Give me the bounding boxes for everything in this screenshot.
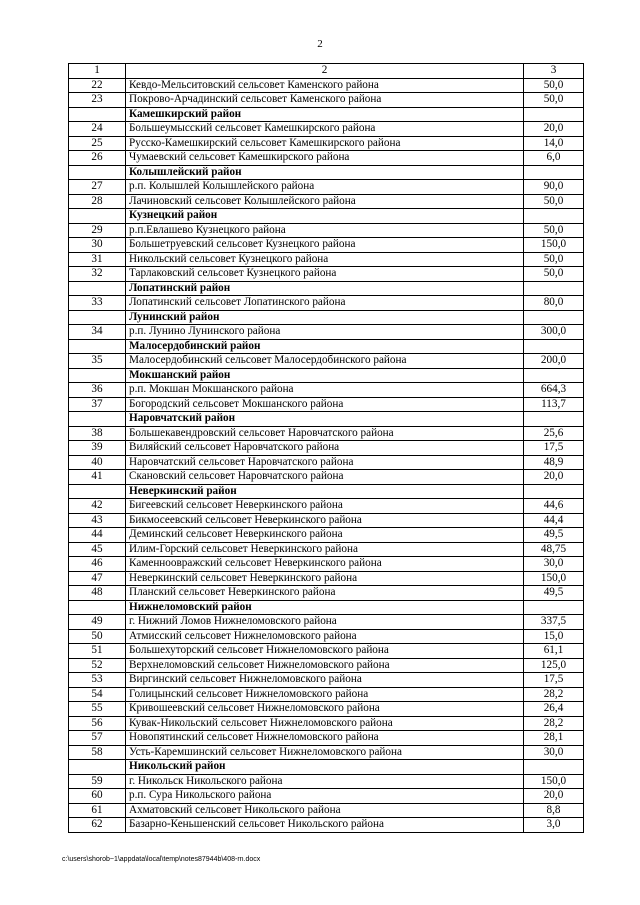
table-row [69,687,584,702]
amount-value: 20,0 [524,122,584,137]
municipality-name: Виргинский сельсовет Нижнеломовского района [126,673,524,688]
section-title: Лунинский район [126,310,524,325]
municipality-name: Бигеевский сельсовет Неверкинского района [126,499,524,514]
amount-value: 50,0 [524,223,584,238]
municipality-name: г. Нижний Ломов Нижнеломовского района [126,615,524,630]
file-path-footer: c:\users\shorob~1\appdata\local\temp\notes87944b\408-rn.docx [62,856,261,863]
section-empty-cell [69,600,126,615]
row-number: 50 [69,629,126,644]
amount-value: 50,0 [524,252,584,267]
section-title: Мокшанский район [126,368,524,383]
section-empty-cell [69,165,126,180]
section-empty-cell [69,339,126,354]
row-number: 48 [69,586,126,601]
amount-value: 28,2 [524,687,584,702]
municipality-name: Никольский сельсовет Кузнецкого района [126,252,524,267]
row-number: 44 [69,528,126,543]
row-number: 49 [69,615,126,630]
section-row [69,368,584,383]
municipality-name: Большеумысский сельсовет Камешкирского района [126,122,524,137]
municipality-name: Лачиновский сельсовет Колышлейского района [126,194,524,209]
section-row [69,209,584,224]
row-number: 45 [69,542,126,557]
section-empty-cell [69,209,126,224]
table-row [69,426,584,441]
row-number: 25 [69,136,126,151]
section-row [69,339,584,354]
municipality-name: р.п. Лунино Лунинского района [126,325,524,340]
municipality-name: Большехуторский сельсовет Нижнеломовского района [126,644,524,659]
municipality-name: Большекавендровский сельсовет Наровчатского района [126,426,524,441]
section-title: Наровчатский район [126,412,524,427]
table-row [69,745,584,760]
municipality-name: Кривошеевский сельсовет Нижнеломовского района [126,702,524,717]
row-number: 62 [69,818,126,833]
municipality-name: Деминский сельсовет Неверкинского района [126,528,524,543]
table-row [69,673,584,688]
row-number: 55 [69,702,126,717]
municipality-name: р.п. Мокшан Мокшанского района [126,383,524,398]
section-empty-cell [69,368,126,383]
row-number: 37 [69,397,126,412]
table-row [69,803,584,818]
section-empty-cell [524,484,584,499]
municipality-name: Планский сельсовет Неверкинского района [126,586,524,601]
amount-value: 14,0 [524,136,584,151]
row-number: 53 [69,673,126,688]
row-number: 34 [69,325,126,340]
table-row [69,818,584,833]
section-row [69,600,584,615]
municipality-name: р.п. Сура Никольского района [126,789,524,804]
municipality-name: Русско-Камешкирский сельсовет Камешкирского района [126,136,524,151]
table-row [69,194,584,209]
row-number: 46 [69,557,126,572]
amount-value: 50,0 [524,78,584,93]
row-number: 38 [69,426,126,441]
header-cell-value: 3 [524,64,584,79]
amount-value: 15,0 [524,629,584,644]
section-row [69,484,584,499]
amount-value: 90,0 [524,180,584,195]
row-number: 56 [69,716,126,731]
section-title: Нижнеломовский район [126,600,524,615]
amount-value: 17,5 [524,441,584,456]
section-title: Кузнецкий район [126,209,524,224]
municipality-name: р.п. Колышлей Колышлейского района [126,180,524,195]
row-number: 42 [69,499,126,514]
table-row [69,629,584,644]
section-empty-cell [524,412,584,427]
row-number: 35 [69,354,126,369]
amount-value: 17,5 [524,673,584,688]
municipality-name: Илим-Горский сельсовет Неверкинского района [126,542,524,557]
table-row [69,397,584,412]
row-number: 40 [69,455,126,470]
table-row [69,658,584,673]
table-row [69,252,584,267]
amount-value: 50,0 [524,93,584,108]
municipality-name: Базарно-Кеньшенский сельсовет Никольского района [126,818,524,833]
row-number: 27 [69,180,126,195]
municipality-name: Лопатинский сельсовет Лопатинского района [126,296,524,311]
row-number: 41 [69,470,126,485]
table-row [69,615,584,630]
table-row [69,383,584,398]
amount-value: 125,0 [524,658,584,673]
table-row [69,528,584,543]
section-row [69,165,584,180]
table-row [69,78,584,93]
table-row [69,354,584,369]
row-number: 30 [69,238,126,253]
amount-value: 300,0 [524,325,584,340]
table-row [69,122,584,137]
row-number: 43 [69,513,126,528]
section-empty-cell [69,281,126,296]
row-number: 28 [69,194,126,209]
section-row [69,107,584,122]
municipality-name: Голицынский сельсовет Нижнеломовского района [126,687,524,702]
municipality-name: Кевдо-Мельситовский сельсовет Каменского района [126,78,524,93]
table-row [69,571,584,586]
row-number: 33 [69,296,126,311]
table-row [69,151,584,166]
amount-value: 20,0 [524,470,584,485]
row-number: 22 [69,78,126,93]
amount-value: 200,0 [524,354,584,369]
table-row [69,542,584,557]
amount-value: 28,2 [524,716,584,731]
amount-value: 44,4 [524,513,584,528]
amount-value: 50,0 [524,194,584,209]
table-row [69,441,584,456]
amount-value: 28,1 [524,731,584,746]
municipality-name: Большетруевский сельсовет Кузнецкого района [126,238,524,253]
table-row [69,644,584,659]
section-row [69,412,584,427]
row-number: 61 [69,803,126,818]
table-row [69,702,584,717]
amount-value: 337,5 [524,615,584,630]
municipality-name: Наровчатский сельсовет Наровчатского района [126,455,524,470]
section-empty-cell [524,760,584,775]
row-number: 51 [69,644,126,659]
section-empty-cell [524,107,584,122]
table-row [69,180,584,195]
amount-value: 150,0 [524,238,584,253]
table-row [69,455,584,470]
row-number: 58 [69,745,126,760]
municipality-name: Малосердобинский сельсовет Малосердобинского района [126,354,524,369]
amount-value: 49,5 [524,528,584,543]
page-number: 2 [317,38,323,50]
section-empty-cell [524,209,584,224]
section-empty-cell [524,339,584,354]
table-row [69,774,584,789]
row-number: 59 [69,774,126,789]
table-row [69,267,584,282]
section-title: Малосердобинский район [126,339,524,354]
row-number: 60 [69,789,126,804]
table-row [69,93,584,108]
amount-value: 25,6 [524,426,584,441]
municipality-name: Виляйский сельсовет Наровчатского района [126,441,524,456]
table-row [69,136,584,151]
section-empty-cell [524,310,584,325]
municipality-name: Атмисский сельсовет Нижнеломовского района [126,629,524,644]
municipality-name: Каменноовражский сельсовет Неверкинского района [126,557,524,572]
amount-value: 48,9 [524,455,584,470]
amount-value: 80,0 [524,296,584,311]
section-empty-cell [524,281,584,296]
section-empty-cell [69,107,126,122]
row-number: 26 [69,151,126,166]
section-title: Неверкинский район [126,484,524,499]
table-header-row [69,64,584,79]
municipality-name: Новопятинский сельсовет Нижнеломовского района [126,731,524,746]
amount-value: 20,0 [524,789,584,804]
row-number: 29 [69,223,126,238]
table-row [69,470,584,485]
municipality-name: Чумаевский сельсовет Камешкирского района [126,151,524,166]
table-row [69,238,584,253]
header-cell-name: 2 [126,64,524,79]
municipality-name: Скановский сельсовет Наровчатского района [126,470,524,485]
table-row [69,513,584,528]
row-number: 47 [69,571,126,586]
row-number: 54 [69,687,126,702]
amount-value: 61,1 [524,644,584,659]
row-number: 39 [69,441,126,456]
municipality-name: Верхнеломовский сельсовет Нижнеломовского района [126,658,524,673]
amount-value: 6,0 [524,151,584,166]
amount-value: 30,0 [524,745,584,760]
section-row [69,310,584,325]
section-empty-cell [69,310,126,325]
section-title: Никольский район [126,760,524,775]
table-row [69,296,584,311]
header-cell-number: 1 [69,64,126,79]
section-empty-cell [69,412,126,427]
amount-value: 8,8 [524,803,584,818]
row-number: 31 [69,252,126,267]
municipality-name: Тарлаковский сельсовет Кузнецкого района [126,267,524,282]
section-title: Лопатинский район [126,281,524,296]
municipality-name: Богородский сельсовет Мокшанского района [126,397,524,412]
row-number: 24 [69,122,126,137]
amount-value: 150,0 [524,571,584,586]
table-row [69,557,584,572]
municipality-name: Ахматовский сельсовет Никольского района [126,803,524,818]
amount-value: 30,0 [524,557,584,572]
amount-value: 3,0 [524,818,584,833]
table-row [69,731,584,746]
amount-value: 44,6 [524,499,584,514]
allocation-table [68,63,584,833]
amount-value: 48,75 [524,542,584,557]
row-number: 23 [69,93,126,108]
table-row [69,325,584,340]
amount-value: 26,4 [524,702,584,717]
municipality-name: р.п.Евлашево Кузнецкого района [126,223,524,238]
amount-value: 113,7 [524,397,584,412]
section-title: Камешкирский район [126,107,524,122]
row-number: 32 [69,267,126,282]
table-row [69,716,584,731]
amount-value: 664,3 [524,383,584,398]
table-row [69,586,584,601]
municipality-name: Покрово-Арчадинский сельсовет Каменского района [126,93,524,108]
amount-value: 150,0 [524,774,584,789]
section-empty-cell [524,600,584,615]
municipality-name: Неверкинский сельсовет Неверкинского района [126,571,524,586]
amount-value: 50,0 [524,267,584,282]
section-empty-cell [524,368,584,383]
municipality-name: г. Никольск Никольского района [126,774,524,789]
section-row [69,281,584,296]
row-number: 52 [69,658,126,673]
table-row [69,499,584,514]
row-number: 57 [69,731,126,746]
row-number: 36 [69,383,126,398]
section-row [69,760,584,775]
section-empty-cell [524,165,584,180]
amount-value: 49,5 [524,586,584,601]
municipality-name: Усть-Каремшинский сельсовет Нижнеломовского района [126,745,524,760]
table-row [69,789,584,804]
section-empty-cell [69,760,126,775]
section-empty-cell [69,484,126,499]
section-title: Колышлейский район [126,165,524,180]
municipality-name: Бикмосеевский сельсовет Неверкинского района [126,513,524,528]
municipality-name: Кувак-Никольский сельсовет Нижнеломовского района [126,716,524,731]
table-row [69,223,584,238]
